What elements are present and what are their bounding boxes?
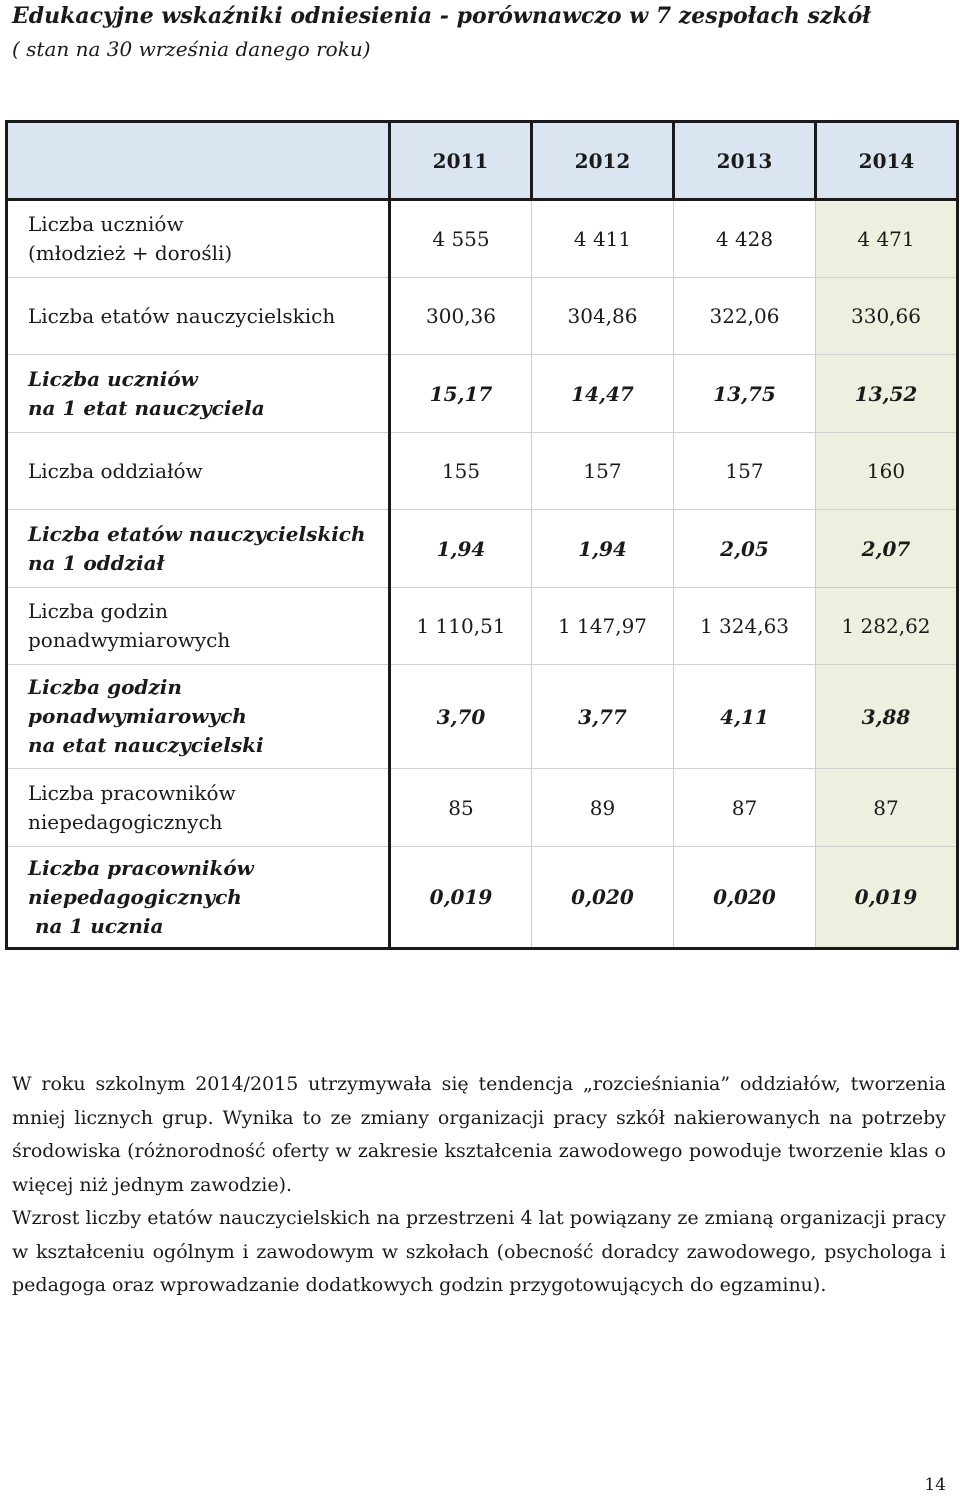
row-label <box>7 769 390 847</box>
table-row <box>7 769 958 847</box>
table-cell-value: 1 282,62 <box>816 588 958 665</box>
row-label-line: na etat nauczycielski <box>28 733 264 757</box>
row-label-line: niepedagogicznych <box>28 809 223 834</box>
table-cell-value: 1 110,51 <box>390 588 532 665</box>
paragraph: W roku szkolnym 2014/2015 utrzymywała się tendencja „rozcieśniania” oddziałów, tworzenia mniej licznych grup. Wynika to ze zmiany organizacji pracy szkół nakierowanych na potrzeby środowiska (różnorodność oferty w zakresie kształcenia zawodowego powoduje tworzenie klas o więcej niż jednym zawodzie). <box>12 1073 946 1196</box>
page-title: Edukacyjne wskaźniki odniesienia - porównawczo w 7 zespołach szkół <box>12 3 871 29</box>
table-cell-value: 15,17 <box>390 355 532 433</box>
row-label-line: ponadwymiarowych <box>28 628 231 652</box>
paragraph: Wzrost liczby etatów nauczycielskich na przestrzeni 4 lat powiązany ze zmianą organizacji pracy w kształceniu ogólnym i zawodowym w szkołach (obecność doradcy zawodowego, psychologa i pedagoga oraz wprowadzanie dodatkowych godzin przygotowujących do egzaminu). <box>12 1207 946 1296</box>
table-row <box>7 665 958 769</box>
table-cell-value: 2,05 <box>674 510 816 588</box>
table-cell-value: 4,11 <box>674 665 816 769</box>
table-cell-value: 89 <box>532 769 674 847</box>
row-label-line: Liczba oddziałów <box>28 458 203 483</box>
table-cell-value: 1 324,63 <box>674 588 816 665</box>
row-label <box>7 588 390 665</box>
row-label-line: Liczba uczniów <box>28 366 198 391</box>
table-cell-value: 0,020 <box>532 847 674 949</box>
table-cell-value: 322,06 <box>674 278 816 355</box>
table-header-year: 2013 <box>674 122 816 200</box>
table-cell-value: 4 471 <box>816 200 958 278</box>
row-label-line: Liczba pracowników <box>28 855 254 880</box>
table-cell-value: 0,019 <box>816 847 958 949</box>
table-cell-value: 1 147,97 <box>532 588 674 665</box>
row-label <box>7 665 390 769</box>
table-cell-value: 1,94 <box>532 510 674 588</box>
table-cell-value: 157 <box>674 433 816 510</box>
table-cell-value: 0,020 <box>674 847 816 949</box>
indicators-table <box>5 120 959 950</box>
table-row <box>7 510 958 588</box>
table-cell-value: 85 <box>390 769 532 847</box>
table-cell-value: 87 <box>816 769 958 847</box>
table-cell-value: 4 555 <box>390 200 532 278</box>
table-cell-value: 300,36 <box>390 278 532 355</box>
row-label-line: niepedagogicznych <box>28 884 242 909</box>
table-row <box>7 433 958 510</box>
table-cell-value: 160 <box>816 433 958 510</box>
row-label-line: Liczba uczniów <box>28 212 184 236</box>
table-header-row <box>7 122 958 200</box>
page-subtitle: ( stan na 30 września danego roku) <box>12 37 371 61</box>
row-label-line: Liczba godzin <box>28 675 182 699</box>
table-cell-value: 14,47 <box>532 355 674 433</box>
table-cell-value: 3,70 <box>390 665 532 769</box>
table-cell-value: 157 <box>532 433 674 510</box>
table-cell-value: 0,019 <box>390 847 532 949</box>
table-cell-value: 330,66 <box>816 278 958 355</box>
table-cell-value: 304,86 <box>532 278 674 355</box>
table-cell-value: 1,94 <box>390 510 532 588</box>
row-label <box>7 355 390 433</box>
table-cell-value: 155 <box>390 433 532 510</box>
table-row <box>7 278 958 355</box>
table-row <box>7 200 958 278</box>
table-cell-value: 87 <box>674 769 816 847</box>
row-label <box>7 510 390 588</box>
table-header-year: 2011 <box>390 122 532 200</box>
row-label <box>7 200 390 278</box>
row-label-line: na 1 etat nauczyciela <box>28 395 265 420</box>
row-label-line: na 1 ucznia <box>28 913 164 938</box>
row-label-line: na 1 oddział <box>28 550 165 575</box>
table-cell-value: 3,77 <box>532 665 674 769</box>
table-cell-value: 4 428 <box>674 200 816 278</box>
row-label-line: (młodzież + dorośli) <box>28 241 233 265</box>
table-row <box>7 355 958 433</box>
row-label-line: ponadwymiarowych <box>28 704 247 728</box>
table-header-year: 2014 <box>816 122 958 200</box>
table-cell-value: 13,52 <box>816 355 958 433</box>
row-label-line: Liczba pracowników <box>28 780 236 805</box>
table-row <box>7 847 958 949</box>
table-header-year: 2012 <box>532 122 674 200</box>
row-label-line: Liczba godzin <box>28 599 168 623</box>
table-cell-value: 3,88 <box>816 665 958 769</box>
table-cell-value: 4 411 <box>532 200 674 278</box>
table-cell-value: 13,75 <box>674 355 816 433</box>
table-cell-value: 2,07 <box>816 510 958 588</box>
row-label <box>7 433 390 510</box>
row-label <box>7 847 390 949</box>
table-header-blank <box>7 122 390 200</box>
row-label-line: Liczba etatów nauczycielskich <box>28 303 336 328</box>
table-row <box>7 588 958 665</box>
page-number: 14 <box>924 1475 946 1495</box>
row-label <box>7 278 390 355</box>
row-label-line: Liczba etatów nauczycielskich <box>28 521 366 546</box>
